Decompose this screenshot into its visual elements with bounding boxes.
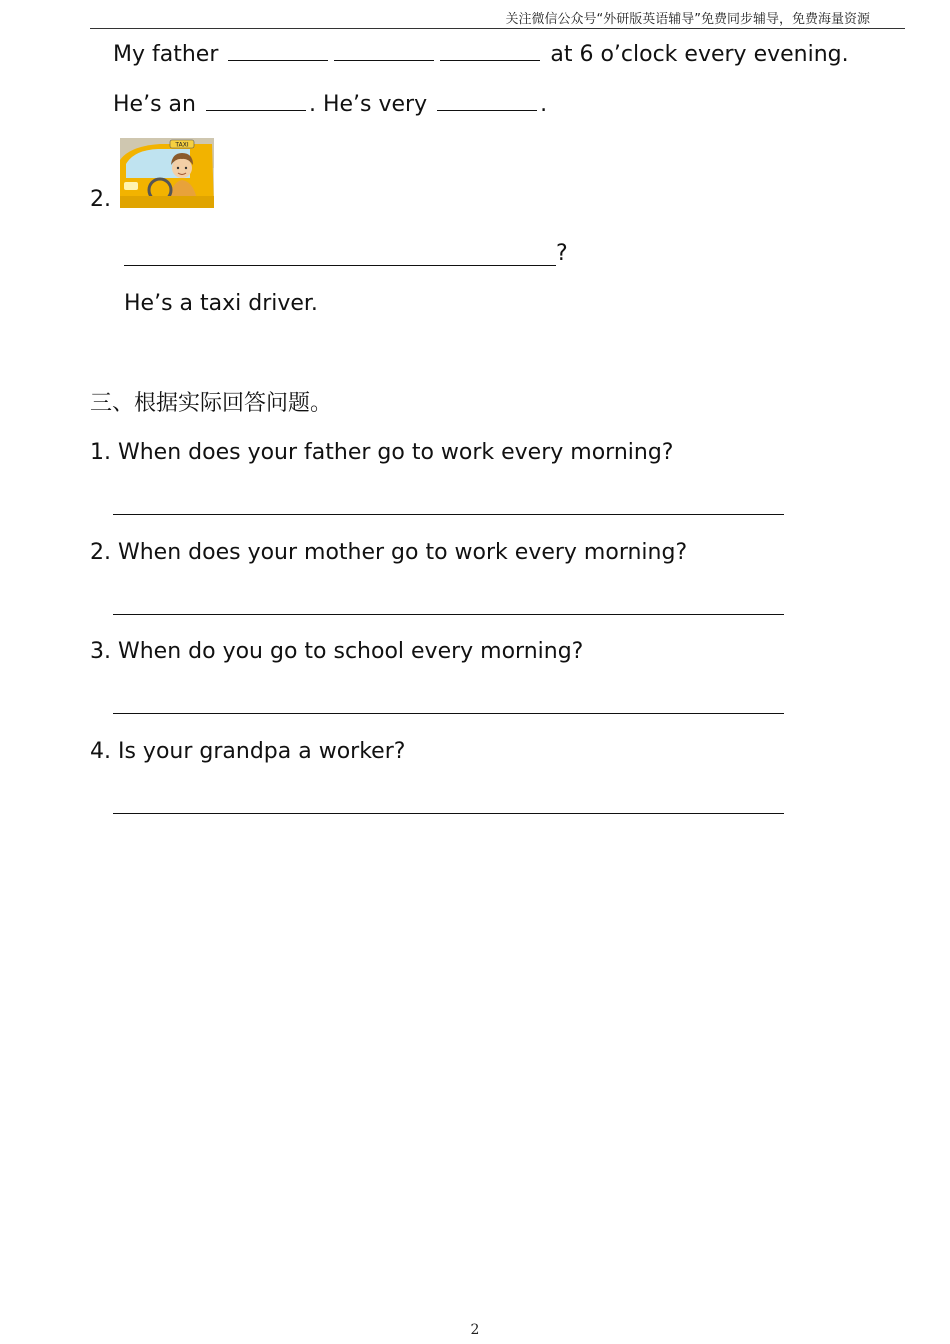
- blank-1[interactable]: [228, 40, 328, 61]
- answer-line-3[interactable]: [113, 713, 784, 714]
- blank-3[interactable]: [440, 40, 540, 61]
- sentence-hes-part2: . He’s very: [308, 92, 428, 117]
- sentence-hes: [113, 90, 547, 119]
- question-mark: ?: [556, 241, 568, 266]
- section-three-heading: 三、根据实际回答问题。: [90, 391, 333, 416]
- sentence-father-end: at 6 o’clock every evening.: [550, 42, 849, 67]
- question-4: 4. Is your grandpa a worker?: [90, 739, 406, 764]
- question-3: 3. When do you go to school every morning?: [90, 639, 584, 664]
- item-number-2: 2.: [90, 187, 111, 212]
- answer-line-question[interactable]: [124, 265, 556, 266]
- sentence-father-start: My father: [113, 42, 219, 67]
- answer-line-2[interactable]: [113, 614, 784, 615]
- answer-line-1[interactable]: [113, 514, 784, 515]
- sentence-hes-part1: He’s an: [113, 92, 196, 117]
- blank-adjective[interactable]: [437, 90, 537, 111]
- sentence-hes-part3: .: [540, 92, 548, 117]
- sentence-father: [113, 40, 849, 69]
- taxi-driver-answer: He’s a taxi driver.: [124, 291, 318, 316]
- header-note: 关注微信公众号“外研版英语辅导”免费同步辅导，免费海量资源: [505, 12, 870, 27]
- taxi-driver-image: [120, 138, 214, 208]
- answer-line-4[interactable]: [113, 813, 784, 814]
- question-1: 1. When does your father go to work every morning?: [90, 440, 674, 465]
- taxi-driver-illustration: [120, 138, 214, 208]
- page-number: 2: [470, 1322, 480, 1338]
- svg-text:TAXI: TAXI: [175, 141, 189, 149]
- blank-2[interactable]: [334, 40, 434, 61]
- question-2: 2. When does your mother go to work every morning?: [90, 540, 688, 565]
- header-rule: [90, 28, 905, 29]
- blank-job[interactable]: [206, 90, 306, 111]
